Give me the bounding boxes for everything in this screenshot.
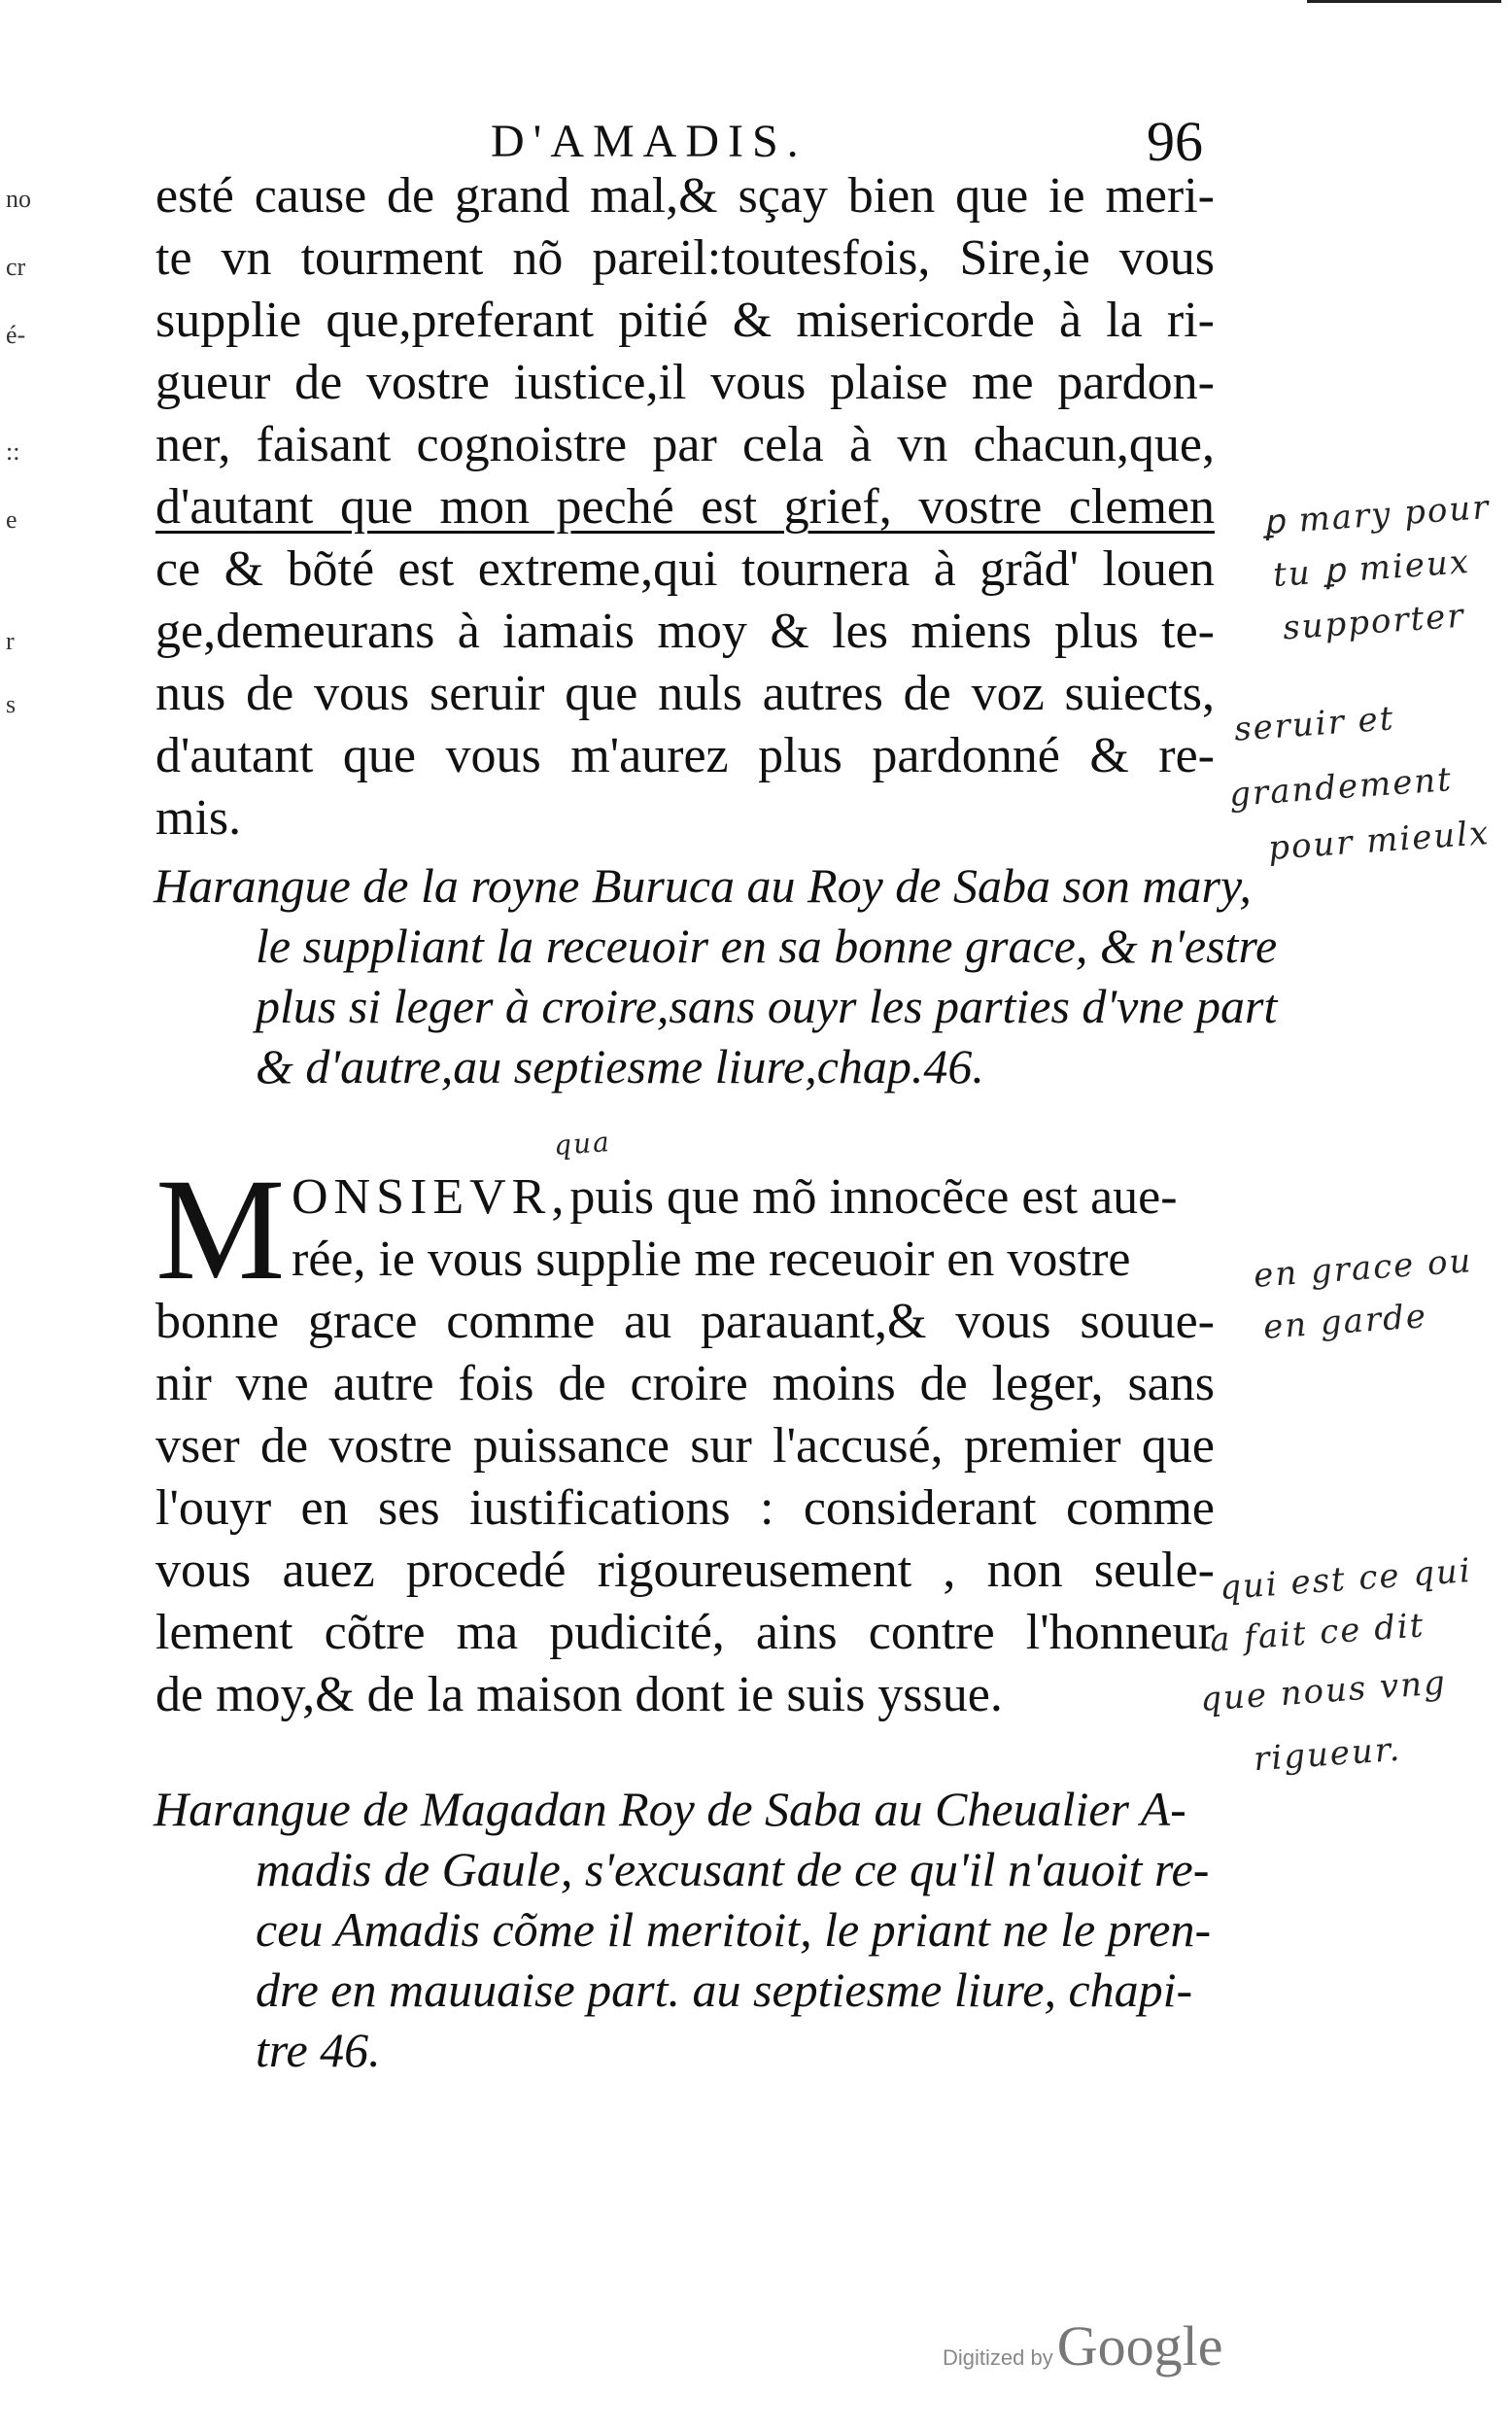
margin-annotation: a fait ce dit (1208, 1606, 1426, 1660)
text-line: mis. (155, 790, 242, 846)
text-line: d'autant que vous m'aurez plus pardonné & re- (155, 728, 1215, 783)
left-margin-fragment: :: (6, 437, 20, 466)
text-line: nus de vous seruir que nuls autres de voz suiects, (155, 666, 1215, 721)
heading-line: Harangue de Magadan Roy de Saba au Cheualier A- (154, 1782, 1186, 1836)
paragraph-2 (155, 1166, 1215, 1726)
interlinear-annotation: qua (552, 1125, 612, 1163)
margin-annotation: seruir et (1232, 699, 1396, 749)
harangue-heading-1 (154, 855, 1278, 1096)
harangue-heading-2 (154, 1779, 1222, 2080)
text-line: lement cõtre ma pudicité, ains contre l'honneur (155, 1605, 1215, 1660)
margin-annotation: en grace ou (1252, 1241, 1474, 1296)
text-line: vous auez procedé rigoureusement , non seule- (155, 1543, 1215, 1598)
heading-line: le suppliant la receuoir en sa bonne grace, & n'estre (256, 919, 1278, 973)
text-line: vser de vostre puissance sur l'accusé, premier que (155, 1418, 1215, 1474)
text-line: ce & bõté est extreme,qui tournera à grãd' louen (155, 541, 1215, 597)
text-line-underlined: d'autant que mon peché est grief, vostre clemen (155, 479, 1215, 535)
text-line: supplie que,preferant pitié & misericorde à la ri- (155, 293, 1215, 348)
left-margin-fragment: é- (6, 321, 26, 349)
text-line: gueur de vostre iustice,il vous plaise me pardon- (155, 355, 1215, 410)
page-number: 96 (1147, 110, 1203, 173)
margin-annotation: en garde (1261, 1297, 1429, 1347)
text-line: ge,demeurans à iamais moy & les miens plus te- (155, 604, 1215, 659)
paragraph-1 (155, 165, 1215, 850)
heading-line: plus si leger à croire,sans ouyr les parties d'vne part (256, 979, 1278, 1033)
left-margin-fragment: r (6, 627, 15, 655)
digitized-by-google-stamp (943, 2313, 1222, 2378)
margin-annotation: rigueur. (1252, 1729, 1403, 1780)
margin-annotation: ꝑ mary pour (1261, 487, 1492, 543)
heading-line: & d'autre,au septiesme liure,chap.46. (256, 1039, 984, 1094)
margin-annotation: supporter (1281, 596, 1466, 648)
margin-annotation: qui est ce qui (1218, 1550, 1473, 1609)
lead-word: ONSIEVR, (292, 1169, 570, 1225)
heading-line: ceu Amadis cõme il meritoit, le priant ne le pren- (256, 1902, 1212, 1957)
left-margin-fragment: cr (6, 253, 26, 281)
running-title: D'AMADIS. (491, 116, 808, 167)
text-line (155, 1166, 1215, 1229)
text-line: ner, faisant cognoistre par cela à vn chacun,que, (155, 417, 1215, 472)
text-line: esté cause de grand mal,& sçay bien que ie meri- (155, 168, 1215, 224)
text-line: te vn tourment nõ pareil:toutesfois, Sire,ie vous (155, 230, 1215, 286)
text-line: nir vne autre fois de croire moins de leger, sans (155, 1356, 1215, 1411)
text-line-rest: puis que mõ innocẽce est aue- (569, 1169, 1178, 1225)
margin-annotation: grandement (1227, 760, 1455, 815)
digitized-by-label: Digitized by (943, 2345, 1053, 2370)
heading-line: dre en mauuaise part. au septiesme liure, chapi- (256, 1962, 1193, 2017)
margin-annotation: pour mieulx (1266, 814, 1492, 868)
left-margin-fragment: e (6, 505, 17, 534)
drop-cap: M (155, 1149, 286, 1310)
left-margin-fragment: s (6, 690, 17, 718)
text-line: l'ouyr en ses iustifications : considerant comme (155, 1480, 1215, 1536)
text-line: rée, ie vous supplie me receuoir en vostre (292, 1232, 1131, 1287)
margin-annotation: tu ꝑ mieux (1271, 541, 1472, 596)
heading-line: Harangue de la royne Buruca au Roy de Saba son mary, (154, 858, 1252, 913)
heading-line: tre 46. (256, 2023, 381, 2077)
text-line: bonne grace comme au parauant,& vous souue- (155, 1294, 1215, 1349)
top-rule (1307, 0, 1501, 9)
heading-line: madis de Gaule, s'excusant de ce qu'il n'auoit re- (256, 1842, 1210, 1896)
margin-annotation: que nous vng (1198, 1663, 1449, 1719)
google-logo: Google (1056, 2314, 1223, 2378)
text-line: de moy,& de la maison dont ie suis yssue. (155, 1667, 1003, 1722)
left-margin-fragment: no (6, 185, 31, 213)
